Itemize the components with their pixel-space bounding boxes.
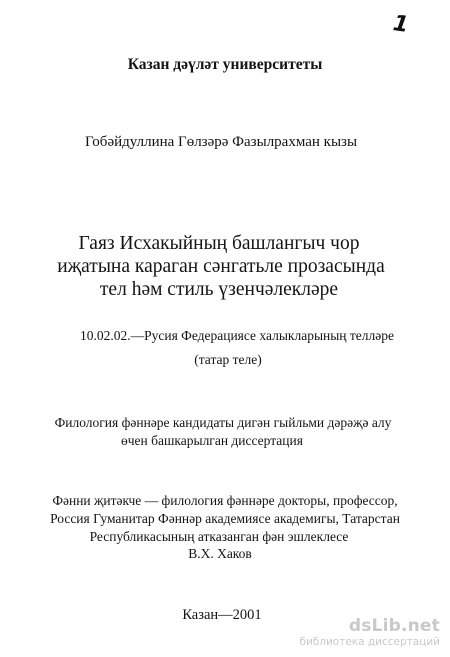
dissertation-title-line-2: иҗатына караган сәнгатьле прозасында <box>57 256 385 277</box>
supervisor-line-2: Россия Гуманитар Фәннәр академиясе академигы, Татарстан <box>50 511 400 526</box>
supervisor-line-1: Фәнни җитәкче — филология фәннәре докторы, профессор, <box>52 493 398 508</box>
dissertation-title-line-3: тел һәм стиль үзенчәлекләре <box>99 279 339 300</box>
degree-line-1: Филология фәннәре кандидаты дигән гыйльми дәрәҗә алу <box>54 415 392 430</box>
supervisor-name: В.Х. Хаков <box>188 546 252 561</box>
dslib-logo: dsLib.net <box>348 615 440 636</box>
specialty-code: 10.02.02.—Русия Федерациясе халыкларының телләре <box>79 328 395 343</box>
dslib-watermark <box>299 615 440 648</box>
handwritten-page-number: 1 <box>391 11 411 38</box>
supervisor-line-3: Республикасының атказанган фән эшлеклесе <box>89 529 349 544</box>
dissertation-title-line-1: Гаяз Исхакыйның башлангыч чор <box>78 233 360 254</box>
specialty-language: (татар теле) <box>194 352 262 367</box>
dslib-tagline: библиотека диссертаций <box>299 635 440 648</box>
city-year: Казан—2001 <box>182 607 262 623</box>
author-name: Гобәйдуллина Гөлзәрә Фазылрахман кызы <box>84 134 358 150</box>
degree-line-2: өчен башкарылган диссертация <box>121 433 303 448</box>
university-name: Казан дәүләт университеты <box>127 56 323 73</box>
